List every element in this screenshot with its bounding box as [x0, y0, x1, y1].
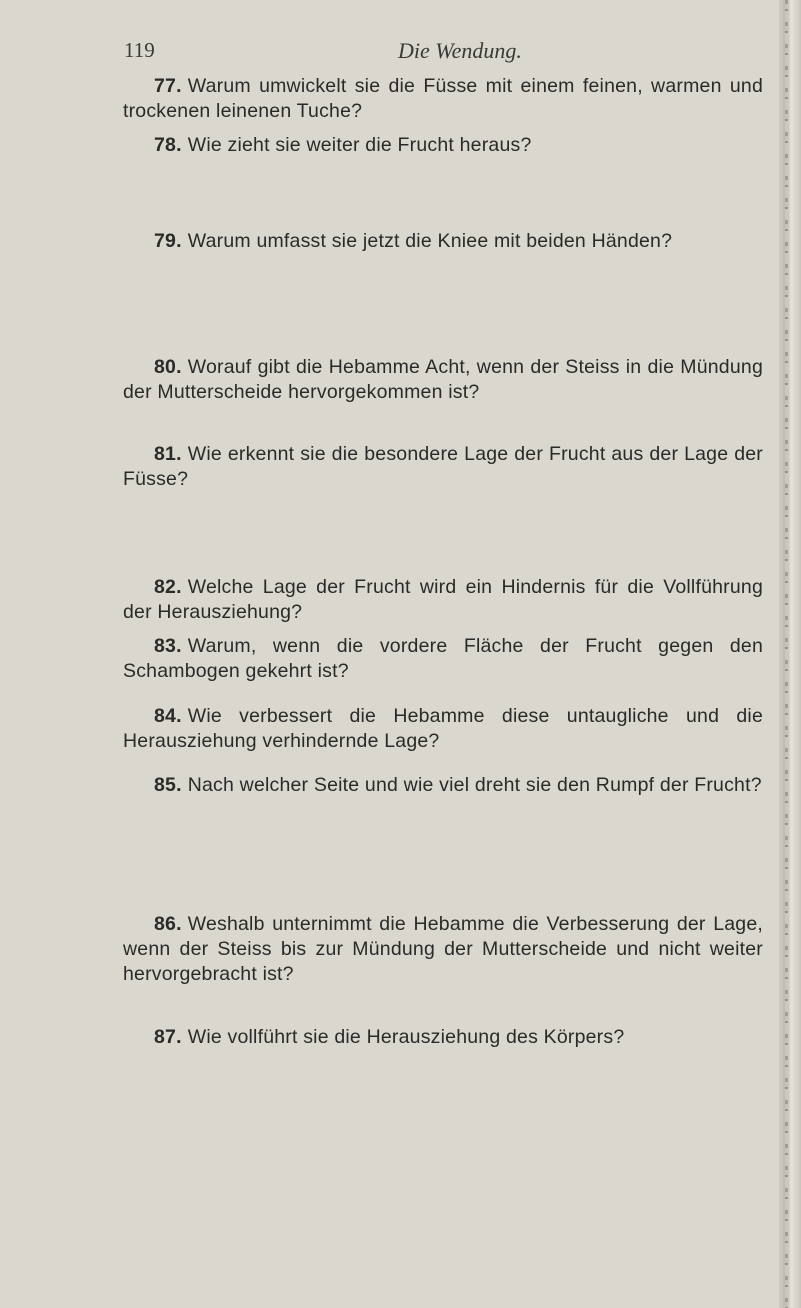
question-number: 79. — [154, 230, 182, 252]
question-text: Warum umfasst sie jetzt die Kniee mit beiden Händen? — [187, 230, 673, 252]
question-number: 77. — [154, 75, 182, 97]
question-text: Wie zieht sie weiter die Frucht heraus? — [187, 134, 532, 156]
question-77 — [123, 74, 763, 124]
question-text: Welche Lage der Frucht wird ein Hindernis für die Vollführung der Herausziehung? — [123, 576, 763, 623]
question-text: Nach welcher Seite und wie viel dreht sie den Rumpf der Frucht? — [187, 774, 762, 796]
question-81 — [123, 442, 763, 492]
question-80 — [123, 355, 763, 405]
question-number: 86. — [154, 913, 182, 935]
question-79 — [123, 229, 763, 254]
question-text: Worauf gibt die Hebamme Acht, wenn der Steiss in die Mündung der Mutterscheide hervorgekommen ist? — [123, 356, 763, 403]
question-number: 78. — [154, 134, 182, 156]
question-85 — [123, 773, 763, 798]
question-text: Warum umwickelt sie die Füsse mit einem feinen, warmen und trockenen leinenen Tuche? — [123, 75, 763, 122]
question-text: Wie verbessert die Hebamme diese untaugliche und die Herausziehung verhindernde Lage? — [123, 705, 763, 752]
question-87 — [123, 1025, 763, 1050]
question-text: Warum, wenn die vordere Fläche der Frucht gegen den Schambogen gekehrt ist? — [123, 635, 763, 682]
question-text: Weshalb unternimmt die Hebamme die Verbesserung der Lage, wenn der Steiss bis zur Mündung der Mutterscheide und nicht weiter hervorgebracht ist? — [123, 913, 763, 985]
question-number: 80. — [154, 356, 182, 378]
question-84 — [123, 704, 763, 754]
question-text: Wie erkennt sie die besondere Lage der Frucht aus der Lage der Füsse? — [123, 443, 763, 490]
question-number: 81. — [154, 443, 182, 465]
question-82 — [123, 575, 763, 625]
page-number: 119 — [124, 38, 155, 62]
question-78 — [123, 133, 763, 158]
question-text: Wie vollführt sie die Herausziehung des Körpers? — [187, 1026, 625, 1048]
question-number: 83. — [154, 635, 182, 657]
running-title: Die Wendung. — [398, 38, 522, 63]
page-edge-binding — [779, 0, 801, 1308]
question-83 — [123, 634, 763, 684]
question-86 — [123, 912, 763, 987]
question-number: 82. — [154, 576, 182, 598]
question-number: 85. — [154, 774, 182, 796]
question-number: 84. — [154, 705, 182, 727]
question-number: 87. — [154, 1026, 182, 1048]
